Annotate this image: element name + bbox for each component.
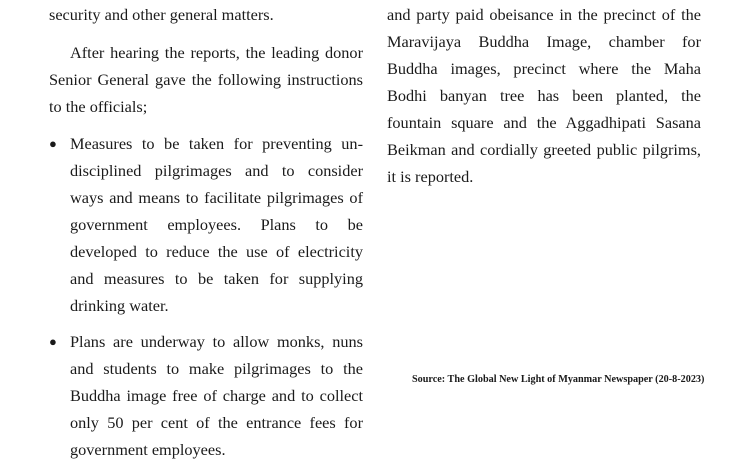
left-top-fragment: security and other general matters. (49, 5, 274, 24)
left-paragraph: After hearing the reports, the leading donor Senior General gave the following instructions to the officials; (49, 43, 363, 116)
left-column (49, 0, 363, 460)
source-note: Source: The Global New Light of Myanmar Newspaper (20-8-2023) (412, 374, 705, 385)
right-paragraph: and party paid obeisance in the precinct of the Maravijaya Buddha Image, chamber for Buddha images, precinct where the Maha Bodhi banyan tree has been planted, the fountain square and the Aggadhipati Sasana Beikman and cordially greeted public pilgrims, it is reported. (387, 5, 701, 186)
list-item (49, 130, 363, 319)
list-item-text: Plans are underway to allow monks, nuns and students to make pilgrimages to the Buddha image free of charge and to collect only 50 per cent of the entrance fees for government employees. (70, 332, 363, 459)
right-column (387, 0, 701, 190)
list-item (49, 328, 363, 460)
bullet-icon: ● (49, 334, 57, 349)
instruction-list (49, 130, 363, 460)
list-item-text: Measures to be taken for preventing undisciplined pilgrimages and to consider ways and means to facilitate pilgrimages of government employees. Plans to be developed to reduce the use of electricity and measures to be taken for supplying drinking water. (70, 134, 363, 315)
bullet-icon: ● (49, 136, 57, 151)
